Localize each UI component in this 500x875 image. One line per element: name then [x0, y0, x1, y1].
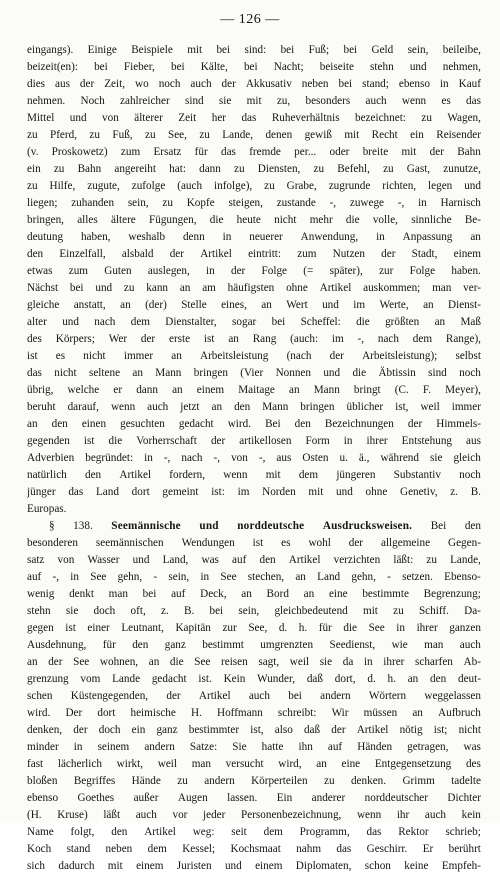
text-line: auf -, in See gehn, - sein, in See stechen, an Land gehn, - setzen. Ebenso- [27, 571, 481, 583]
text-line: an den einen gesuchten gedacht wird. Bei den Bezeichnungen der Himmels- [27, 418, 481, 430]
text-line: § 138. Seemännische und norddeutsche Ausdrucksweisen. Bei den [49, 520, 481, 532]
text-line: Mittel und von älterer Zeit her das Ruheverhältnis bezeichnet: zu Wagen, [27, 112, 481, 124]
text-line: liegen; zuhanden sein, zu Kopfe steigen, zustande -, zuwege -, in Harnisch [27, 197, 481, 209]
text-line: ein zu Bahn angereiht hat: dann zu Diensten, zu Befehl, zu Gast, zunutze, [27, 163, 481, 175]
text-line: Ausdehnung, für den ganz bestimmt umgrenzten Seedienst, wie man auch [27, 639, 481, 651]
text-line: den Einzelfall, alsbald der Artikel eintritt: zum Nutzen der Stadt, einem [27, 248, 481, 260]
text-line: zu Hilfe, zugute, zufolge (auch infolge), zu Grabe, zugrunde richten, legen und [27, 180, 481, 192]
text-line: (H. Kruse) läßt auch vor jeder Personenbezeichnung, wenn ihr auch kein [27, 809, 481, 821]
text-line: nehmen. Noch zahlreicher sind sie mit zu, besonders auch wenn es das [27, 95, 481, 107]
text-line: Europas. [27, 503, 67, 515]
page-number: — 126 — [220, 12, 280, 27]
text-line: übrig, welche er dann an einem Maitage an Mann bringt (C. F. Meyer), [27, 384, 481, 396]
text-line: besonderen seemännischen Wendungen ist es wohl der allgemeine Gegen- [27, 537, 481, 549]
text-line: des Körpers; Wer der erste ist an Rang (auch: im -, nach dem Range), [27, 333, 481, 345]
text-line: zu Pferd, zu Fuß, zu See, zu Lande, denen gewiß mit Recht ein Reisender [27, 129, 481, 141]
text-line: Name folgt, den Artikel weg: seit dem Programm, das Rektor schrieb; [27, 826, 481, 838]
text-line: bringen, alles ältere Fügungen, die heute nicht mehr die volle, sinnliche Be- [27, 214, 481, 226]
text-line: wenig denkt man bei auf Deck, an Bord an eine bestimmte Begrenzung; [27, 588, 481, 600]
text-line: gegen ist einer Leutnant, Kapitän zur See, d. h. für die See in ihrer ganzen [27, 622, 481, 634]
text-line: deutung haben, weshalb denn in neuerer Anwendung, in Anpassung an [27, 231, 481, 243]
text-line: dies aus der Zeit, wo noch auch der Akkusativ neben bei stand; ebenso in Kauf [27, 78, 481, 90]
text-line: natürlich den Artikel fordern, wenn mit dem jüngeren Substantiv noch [27, 469, 481, 481]
text-line: Koch stand neben dem Kessel; Kochsmaat nahm das Geschirr. Er berührt [27, 843, 481, 855]
text-line: alter und nach dem Dienstalter, sogar bei Scheffel: die größten an Maß [27, 316, 481, 328]
text-line: ist es nicht immer an Arbeitsleistung (nach der Arbeitsleistung); selbst [27, 350, 481, 362]
text-line: jünger das Land dort gemeint ist: im Norden mit und ohne Genetiv, z. B. [27, 486, 481, 498]
text-line: fast lächerlich wirkt, weil man versucht wird, an eine Entgegensetzung des [27, 758, 481, 770]
text-line: Adverbien begründet: in -, nach -, von -, aus Osten u. ä., während sie gleich [27, 452, 481, 464]
text-line: (v. Proskowetz) zum Ersatz für das fremde per... oder breite mit der Bahn [27, 146, 481, 158]
text-line: schen Küstengegenden, der Artikel auch bei andern Wörtern weggelassen [27, 690, 481, 702]
text-line: an der See wohnen, an die See reisen sagt, weil sie da in ihrer scharfen Ab- [27, 656, 481, 668]
text-line: grenzung vom Lande gedacht ist. Kein Wunder, daß dort, d. h. an den deut- [27, 673, 481, 685]
text-line: satz von Wasser und Land, was auf den Artikel verzichten läßt: zu Lande, [27, 554, 481, 566]
text-line: sich dadurch mit einem Juristen und einem Diplomaten, schon keine Empfeh- [27, 860, 481, 872]
text-line: denken, der doch ein ganz bestimmter ist, also daß der Artikel nötig ist; nicht [27, 724, 481, 736]
text-line: wird. Der dort heimische H. Hoffmann schreibt: Wir müssen an Aufbruch [27, 707, 481, 719]
text-line: gleiche anstatt, an (der) Stelle eines, an Wert und im Werte, an Dienst- [27, 299, 481, 311]
text-line: stehn sie doch oft, z. B. bei sein, gleichbedeutend mit zu Schiff. Da- [27, 605, 481, 617]
text-line: gegenden ist die Vorherrschaft der artikellosen Form in ihrer Entstehung aus [27, 435, 481, 447]
text-line: ebenso Goethes außer Augen lassen. Ein anderer norddeutscher Dichter [27, 792, 481, 804]
text-line: minder in seinem andern Satze: Sie hatte ihn auf Händen getragen, was [27, 741, 481, 753]
text-line: das nicht seltene an Mann bringen (Vier Nonnen und die Äbtissin sind noch [27, 367, 481, 379]
text-line: Nächst bei und zu kann an am häufigsten ohne Artikel auskommen; man ver- [27, 282, 481, 294]
text-line: etwas zum Guten auslegen, in der Folge (= später), zur Folge haben. [27, 265, 481, 277]
text-line: eingangs). Einige Beispiele mit bei sind: bei Fuß; bei Geld sein, beileibe, [27, 44, 481, 56]
text-line: beruht darauf, wenn auch jetzt an den Mann bringen üblicher ist, weil immer [27, 401, 481, 413]
text-line: bloßen Begriffes Hände zu andern Körperteilen zu denken. Grimm tadelte [27, 775, 481, 787]
text-line: beizeit(en): bei Fieber, bei Kälte, bei Nacht; beiseite stehn und nehmen, [27, 61, 481, 73]
body-text [27, 42, 481, 875]
